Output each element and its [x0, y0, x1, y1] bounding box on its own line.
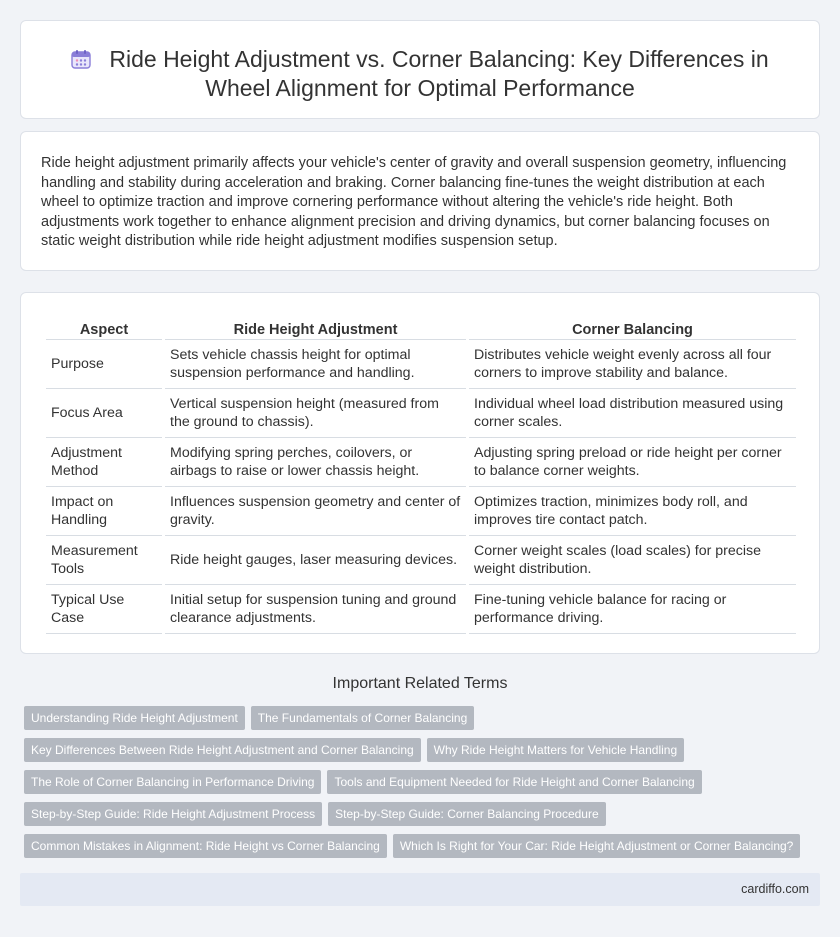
cell-ride-height: Vertical suspension height (measured from the ground to chassis). — [165, 389, 466, 438]
intro-card — [20, 131, 820, 271]
table-row — [46, 389, 796, 438]
related-term-link[interactable]: The Fundamentals of Corner Balancing — [251, 706, 474, 730]
related-term-link[interactable]: Tools and Equipment Needed for Ride Height and Corner Balancing — [327, 770, 701, 794]
cell-ride-height: Initial setup for suspension tuning and ground clearance adjustments. — [165, 585, 466, 634]
related-terms-title: Important Related Terms — [332, 675, 508, 692]
footer — [20, 873, 820, 906]
related-terms-list — [24, 706, 824, 866]
cell-corner-balancing: Distributes vehicle weight evenly across all four corners to improve stability and balance. — [469, 340, 796, 389]
cell-corner-balancing: Corner weight scales (load scales) for precise weight distribution. — [469, 536, 796, 585]
related-term-link[interactable]: Common Mistakes in Alignment: Ride Height vs Corner Balancing — [24, 834, 387, 858]
page-title: Ride Height Adjustment vs. Corner Balancing: Key Differences in Wheel Alignment for Optimal Performance — [109, 46, 769, 101]
cell-ride-height: Modifying spring perches, coilovers, or airbags to raise or lower chassis height. — [165, 438, 466, 487]
cell-ride-height: Sets vehicle chassis height for optimal suspension performance and handling. — [165, 340, 466, 389]
header-aspect: Aspect — [46, 314, 162, 340]
related-term-link[interactable]: Step-by-Step Guide: Corner Balancing Procedure — [328, 802, 605, 826]
cell-aspect: Focus Area — [46, 389, 162, 438]
table-row — [46, 340, 796, 389]
cell-corner-balancing: Optimizes traction, minimizes body roll, and improves tire contact patch. — [469, 487, 796, 536]
related-term-link[interactable]: Key Differences Between Ride Height Adjustment and Corner Balancing — [24, 738, 421, 762]
cell-ride-height: Ride height gauges, laser measuring devices. — [165, 536, 466, 585]
header-card — [20, 20, 820, 119]
cell-corner-balancing: Fine-tuning vehicle balance for racing or performance driving. — [469, 585, 796, 634]
related-term-link[interactable]: The Role of Corner Balancing in Performance Driving — [24, 770, 321, 794]
cell-aspect: Adjustment Method — [46, 438, 162, 487]
related-terms-row — [24, 706, 824, 738]
comparison-table-card — [20, 292, 820, 654]
cell-aspect: Purpose — [46, 340, 162, 389]
related-terms-row — [24, 770, 824, 802]
table-row — [46, 438, 796, 487]
related-term-link[interactable]: Step-by-Step Guide: Ride Height Adjustment Process — [24, 802, 322, 826]
header-ride-height: Ride Height Adjustment — [165, 314, 466, 340]
comparison-table — [43, 314, 799, 634]
cell-aspect: Typical Use Case — [46, 585, 162, 634]
footer-site-link[interactable]: cardiffo.com — [741, 882, 809, 896]
table-row — [46, 585, 796, 634]
related-terms-row — [24, 834, 824, 866]
page-title-wrap — [21, 45, 819, 103]
cell-corner-balancing: Individual wheel load distribution measured using corner scales. — [469, 389, 796, 438]
table-row — [46, 487, 796, 536]
calendar-icon — [71, 49, 91, 69]
cell-corner-balancing: Adjusting spring preload or ride height per corner to balance corner weights. — [469, 438, 796, 487]
related-terms-row — [24, 802, 824, 834]
related-terms-row — [24, 738, 824, 770]
intro-paragraph: Ride height adjustment primarily affects your vehicle's center of gravity and overall suspension geometry, influencing handling and stability during acceleration and braking. Corner balancing fine-tunes the weight distribution at each wheel to optimize traction and improve cornering performance without altering the vehicle's ride height. Both adjustments work together to enhance alignment precision and driving dynamics, but corner balancing focuses on static weight distribution while ride height adjustment modifies suspension setup. — [41, 155, 787, 250]
table-row — [46, 536, 796, 585]
related-term-link[interactable]: Why Ride Height Matters for Vehicle Handling — [427, 738, 684, 762]
cell-aspect: Measurement Tools — [46, 536, 162, 585]
related-term-link[interactable]: Which Is Right for Your Car: Ride Height Adjustment or Corner Balancing? — [393, 834, 801, 858]
cell-ride-height: Influences suspension geometry and center of gravity. — [165, 487, 466, 536]
cell-aspect: Impact on Handling — [46, 487, 162, 536]
header-corner-balancing: Corner Balancing — [469, 314, 796, 340]
table-header-row — [46, 314, 796, 340]
related-term-link[interactable]: Understanding Ride Height Adjustment — [24, 706, 245, 730]
